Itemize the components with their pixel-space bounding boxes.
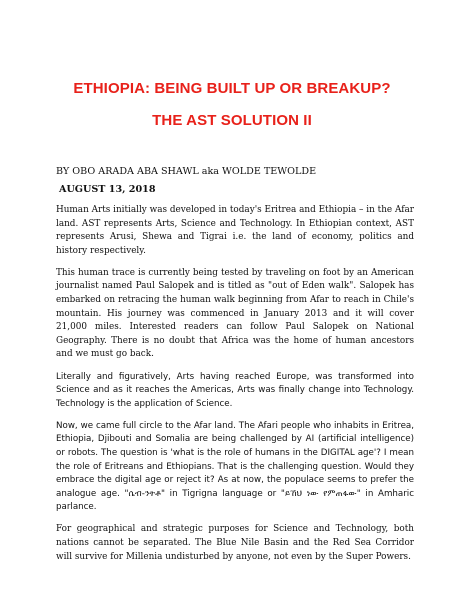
paragraph-5: For geographical and strategic purposes for Science and Technology, both nations cannot be separated. The Blue Nile Basin and the Red Sea Corridor will survive for Millenia undisturbed by anyone, not even by the Super Powers. bbox=[56, 524, 414, 562]
paragraph-3: Literally and figuratively, Arts having reached Europe, was transformed into Science and as it reaches the Americas, Arts was finally change into Technology. Technology is the application of Science. bbox=[56, 371, 414, 409]
title-block bbox=[0, 80, 464, 130]
author-byline: BY OBO ARADA ABA SHAWL aka WOLDE TEWOLDE bbox=[56, 166, 317, 177]
article-title: ETHIOPIA: BEING BUILT UP OR BREAKUP? bbox=[73, 80, 391, 97]
publication-date: AUGUST 13, 2018 bbox=[59, 184, 156, 195]
paragraph-2: This human trace is currently being tested by traveling on foot by an American journalist named Paul Salopek and is titled as "out of Eden walk". Salopek has embarked on retracing the human walk beginning from Afar to reach in Chile's mountain. His journey was commenced in January 2013 and it will cover 21,000 miles. Interested readers can follow Paul Salopek on National Geography. There is no doubt that Africa was the home of human ancestors and we must go back. bbox=[56, 267, 414, 360]
paragraph-1: Human Arts initially was developed in today's Eritrea and Ethiopia – in the Afar land. AST represents Arts, Science and Technology. In Ethiopian context, AST represents Arusi, Shewa and Tigrai i.e. the land of economy, politics and history respectively. bbox=[56, 205, 414, 256]
paragraph-4: Now, we came full circle to the Afar land. The Afari people who inhabits in Eritrea, Ethiopia, Djibouti and Somalia are being challenged by AI (artificial intelligence) or robots. The question is 'what is the role of humans in the DIGITAL age'? I mean the role of Eritreans and Ethiopians. That is the challenging question. Would they embrace the digital age or reject it? As at now, the populace seems to prefer the analogue age. "ሴብ-ንትቶ" in Tigrigna language or "ይኸህ ነው የምጠፋው" in Amharic parlance. bbox=[56, 420, 414, 513]
article-subtitle: THE AST SOLUTION II bbox=[152, 112, 312, 129]
article-body bbox=[56, 204, 414, 573]
